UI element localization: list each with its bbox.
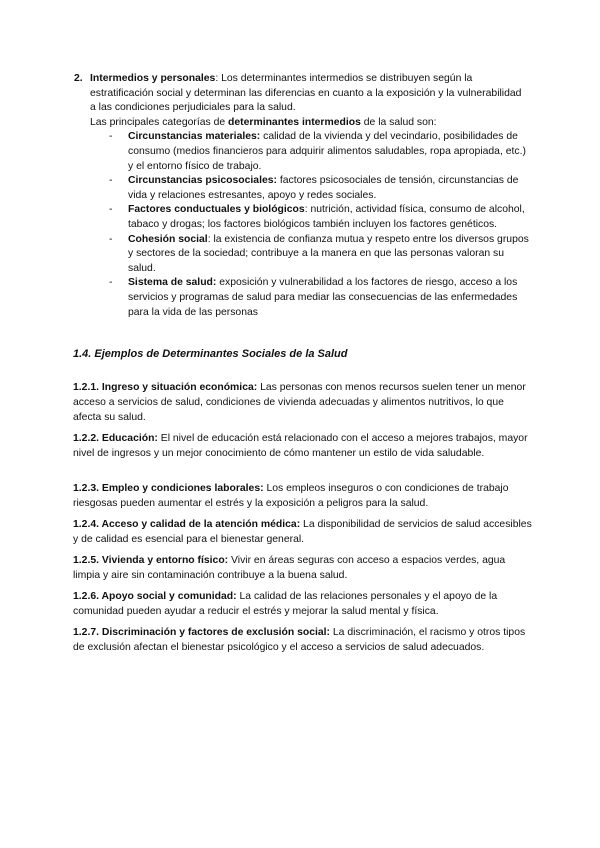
section-text: Vivir en áreas seguras con acceso a espacios verdes, agua limpia y aire sin contaminación contribuye a la buena salud. bbox=[73, 555, 506, 581]
section-title: 1.2.4. Acceso y calidad de la atención médica: bbox=[73, 519, 301, 530]
item-paragraph bbox=[90, 72, 530, 116]
bullet-title: Factores conductuales y biológicos bbox=[128, 204, 305, 216]
section-text: Los empleos inseguros o con condiciones de trabajo riesgosas pueden aumentar el estrés y la exposición a peligros para la salud. bbox=[73, 483, 509, 509]
bullet-cohesion-social bbox=[109, 233, 530, 277]
bullet-circunstancias-materiales bbox=[109, 130, 530, 174]
bullet-text: : nutrición, actividad física, consumo de alcohol, tabaco y drogas; los factores biológicos también incluyen los factores genéticos. bbox=[128, 204, 525, 230]
bullet-text: factores psicosociales de tensión, circunstancias de vida y relaciones estresantes, apoyo y redes sociales. bbox=[128, 175, 519, 201]
section-heading: 1.4. Ejemplos de Determinantes Sociales de la Salud bbox=[73, 348, 348, 360]
bullet-dash: - bbox=[109, 233, 113, 245]
bullet-text: calidad de la vivienda y del vecindario, posibilidades de consumo (medios financieros para adquirir alimentos saludables, ropa apropiada, etc.) y el entorno físico de trabajo. bbox=[128, 131, 526, 172]
bullet-factores-conductuales bbox=[109, 203, 530, 232]
section-educacion bbox=[73, 431, 533, 461]
section-title: 1.2.2. Educación: bbox=[73, 433, 158, 444]
bullet-dash: - bbox=[109, 175, 113, 187]
section-text: La discriminación, el racismo y otros tipos de exclusión afectan el bienestar psicológico y el acceso a servicios de salud adecuados. bbox=[73, 627, 526, 653]
section-apoyo-social bbox=[73, 589, 533, 619]
section-title: 1.2.1. Ingreso y situación económica: bbox=[73, 382, 258, 393]
section-text: La disponibilidad de servicios de salud accesibles y de calidad es esencial para el bienestar general. bbox=[73, 519, 532, 545]
section-discriminacion bbox=[73, 625, 533, 655]
section-title: 1.2.6. Apoyo social y comunidad: bbox=[73, 591, 237, 602]
bullet-title: Circunstancias psicosociales: bbox=[128, 175, 277, 187]
section-text: El nivel de educación está relacionado con el acceso a mejores trabajos, mayor nivel de ingresos y un mejor conocimiento de cómo mantener un estilo de vida saludable. bbox=[73, 433, 528, 459]
bullet-sistema-de-salud bbox=[109, 276, 530, 320]
bullet-title: Cohesión social bbox=[128, 233, 208, 245]
section-text: La calidad de las relaciones personales y el apoyo de la comunidad pueden ayudar a reducir el estrés y mejorar la salud mental y física. bbox=[73, 591, 498, 617]
bullet-title: Sistema de salud: bbox=[128, 277, 217, 289]
section-title: 1.2.5. Vivienda y entorno físico: bbox=[73, 555, 229, 566]
bullet-text: : la existencia de confianza mutua y respeto entre los diversos grupos y sectores de la sociedad; contribuye a la manera en que las personas valoran su salud. bbox=[128, 233, 529, 274]
bullet-text: exposición y vulnerabilidad a los factores de riesgo, acceso a los servicios y programas de salud para mediar las consecuencias de las enfermedades para la vida de las personas bbox=[128, 277, 518, 318]
intro-paragraph bbox=[90, 116, 530, 131]
section-text: Las personas con menos recursos suelen tener un menor acceso a servicios de salud, condiciones de vivienda adecuadas y alimentos nutritivos, lo que afecta su salud. bbox=[73, 382, 526, 423]
item-text: : Los determinantes intermedios se distribuyen según la estratificación social y determinan las diferencias en cuanto a la exposición y la vulnerabilidad a las condiciones perjudiciales para la salud. bbox=[90, 73, 522, 114]
list-item-intermedios bbox=[74, 72, 530, 320]
intro-post: de la salud son: bbox=[360, 116, 437, 128]
list-number: 2. bbox=[74, 73, 83, 84]
section-empleo bbox=[73, 481, 533, 511]
section-ingreso bbox=[73, 380, 533, 425]
section-title: 1.2.7. Discriminación y factores de exclusión social: bbox=[73, 627, 330, 638]
bullet-dash: - bbox=[109, 277, 113, 289]
item-title: Intermedios y personales bbox=[90, 73, 216, 84]
section-title: 1.2.3. Empleo y condiciones laborales: bbox=[73, 483, 264, 494]
bullet-dash: - bbox=[109, 204, 113, 216]
bullet-circunstancias-psicosociales bbox=[109, 174, 530, 203]
bullet-dash: - bbox=[109, 131, 113, 143]
bullet-title: Circunstancias materiales: bbox=[128, 131, 261, 143]
intro-pre: Las principales categorías de bbox=[90, 116, 229, 128]
section-atencion-medica bbox=[73, 517, 533, 547]
categories-list bbox=[90, 130, 530, 320]
intro-bold: determinantes intermedios bbox=[228, 116, 361, 128]
section-vivienda bbox=[73, 553, 533, 583]
